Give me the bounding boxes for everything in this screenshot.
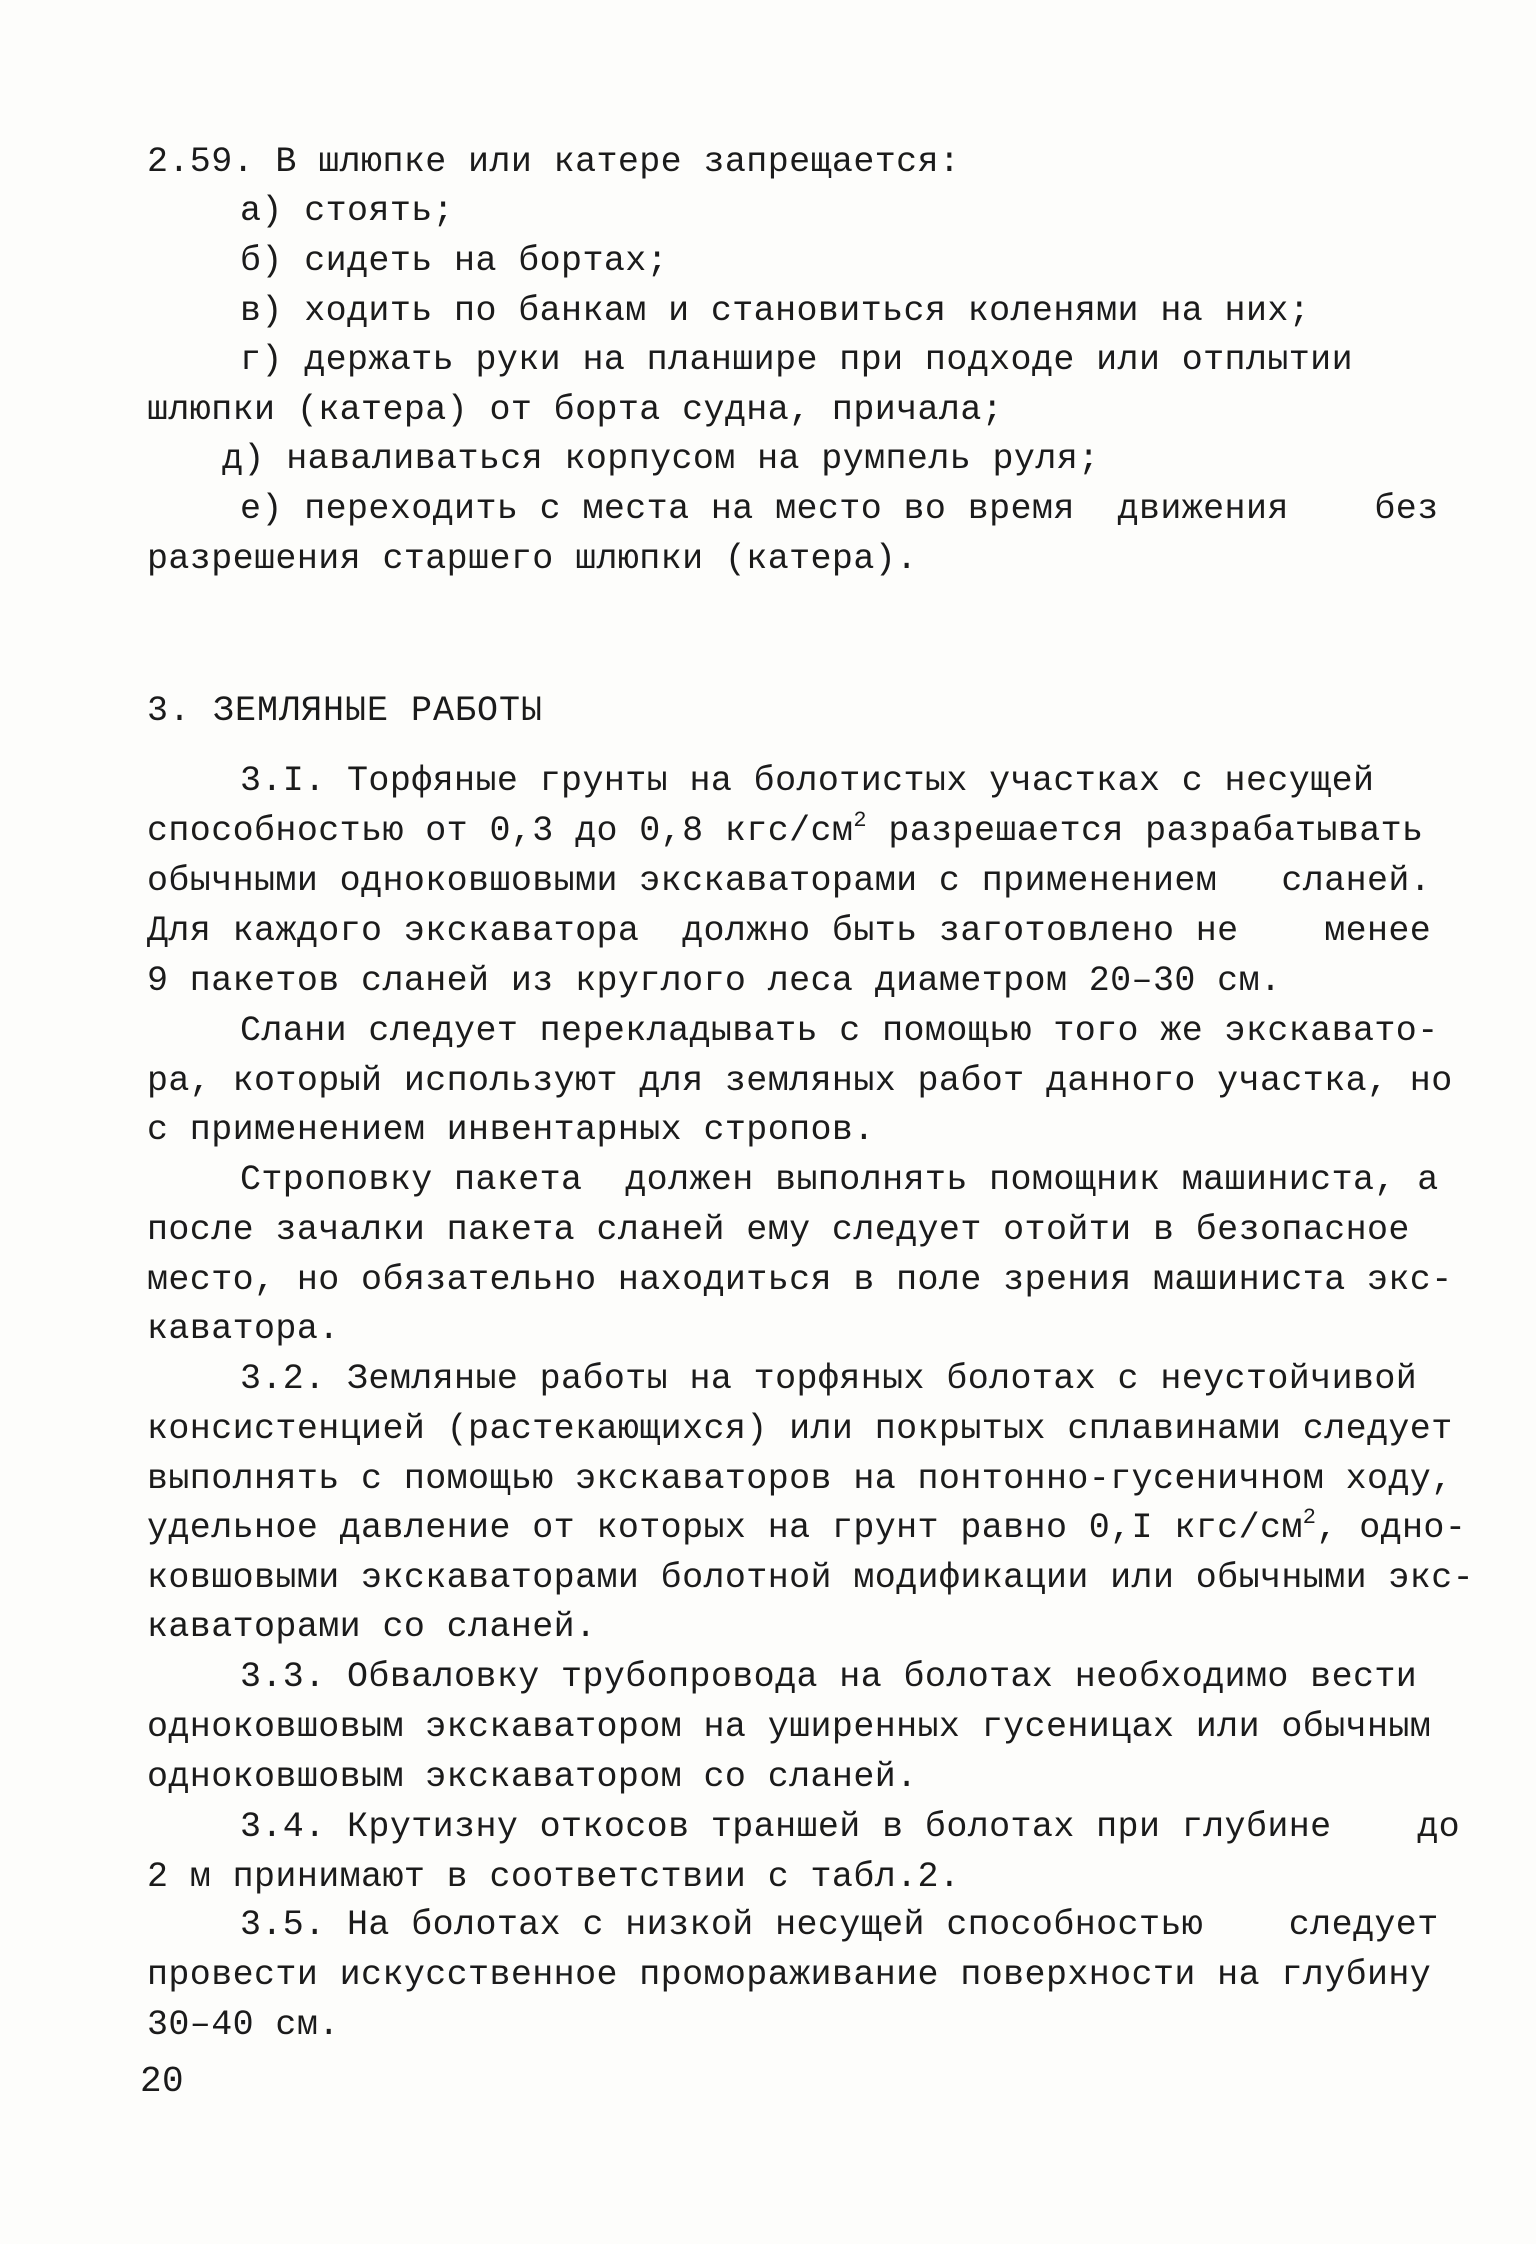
clause-3-5-line: 30–40 см. xyxy=(147,2005,340,2045)
paragraph-line: Строповку пакета должен выполнять помощник машиниста, а xyxy=(240,1160,1439,1200)
clause-3-3-line: одноковшовым экскаватором со сланей. xyxy=(147,1757,918,1797)
text-span: , одно- xyxy=(1316,1508,1467,1548)
paragraph-line: после зачалки пакета сланей ему следует отойти в безопасное xyxy=(147,1210,1410,1250)
paragraph-line: место, но обязательно находиться в поле зрения машиниста экс- xyxy=(147,1260,1453,1300)
superscript: 2 xyxy=(853,808,867,833)
clause-item-f: е) переходить с места на место во время движения без xyxy=(240,489,1439,529)
clause-3-5-line: 3.5. На болотах с низкой несущей способностью следует xyxy=(240,1905,1439,1945)
clause-3-1-line: 3.I. Торфяные грунты на болотистых участках с несущей xyxy=(240,761,1375,801)
clause-item-d-cont: шлюпки (катера) от борта судна, причала; xyxy=(147,390,1004,430)
clause-item-e: д) наваливаться корпусом на румпель руля; xyxy=(222,439,1100,479)
clause-3-1-line: 9 пакетов сланей из круглого леса диаметром 20–30 см. xyxy=(147,961,1282,1001)
clause-item-b: б) сидеть на бортах; xyxy=(240,241,669,281)
clause-item-c: в) ходить по банкам и становиться коленями на них; xyxy=(240,291,1311,331)
text-span: удельное давление от которых на грунт равно 0,I кгс/см xyxy=(147,1508,1303,1548)
clause-3-2-line: ковшовыми экскаваторами болотной модификации или обычными экс- xyxy=(147,1558,1475,1598)
clause-3-1-line: Для каждого экскаватора должно быть заготовлено не менее xyxy=(147,911,1432,951)
clause-3-2-line xyxy=(147,1505,1467,1548)
paragraph-line: Слани следует перекладывать с помощью того же экскавато- xyxy=(240,1011,1439,1051)
clause-3-2-line: каваторами со сланей. xyxy=(147,1607,597,1647)
page-number: 20 xyxy=(140,2061,185,2102)
superscript: 2 xyxy=(1302,1505,1317,1530)
clause-3-1-line xyxy=(147,808,1424,851)
clause-3-4-line: 2 м принимают в соответствии с табл.2. xyxy=(147,1857,961,1897)
clause-3-2-line: консистенцией (растекающихся) или покрытых сплавинами следует xyxy=(147,1409,1453,1449)
clause-3-5-line: провести искусственное промораживание поверхности на глубину xyxy=(147,1955,1432,1995)
paragraph-line: каватора. xyxy=(147,1309,340,1349)
clause-3-4-line: 3.4. Крутизну откосов траншей в болотах при глубине до xyxy=(240,1807,1460,1847)
paragraph-line: с применением инвентарных стропов. xyxy=(147,1110,875,1150)
clause-2-59-intro: 2.59. В шлюпке или катере запрещается: xyxy=(147,142,961,182)
clause-item-d: г) держать руки на планшире при подходе или отплытии xyxy=(240,340,1353,380)
clause-3-1-line: обычными одноковшовыми экскаваторами с применением сланей. xyxy=(147,861,1432,901)
clause-3-3-line: 3.3. Обваловку трубопровода на болотах необходимо вести xyxy=(240,1657,1418,1697)
clause-item-a: а) стоять; xyxy=(240,191,455,231)
section-heading: 3. ЗЕМЛЯНЫЕ РАБОТЫ xyxy=(147,691,544,731)
clause-3-2-line: выполнять с помощью экскаваторов на понтонно-гусеничном ходу, xyxy=(147,1459,1453,1499)
text-span: способностью от 0,3 до 0,8 кгс/см xyxy=(147,811,854,851)
text-span: разрешается разрабатывать xyxy=(866,811,1424,851)
clause-3-3-line: одноковшовым экскаватором на уширенных гусеницах или обычным xyxy=(147,1707,1432,1747)
clause-3-2-line: 3.2. Земляные работы на торфяных болотах с неустойчивой xyxy=(240,1359,1418,1399)
clause-item-f-cont: разрешения старшего шлюпки (катера). xyxy=(147,539,918,579)
paragraph-line: ра, который используют для земляных работ данного участка, но xyxy=(147,1061,1453,1101)
